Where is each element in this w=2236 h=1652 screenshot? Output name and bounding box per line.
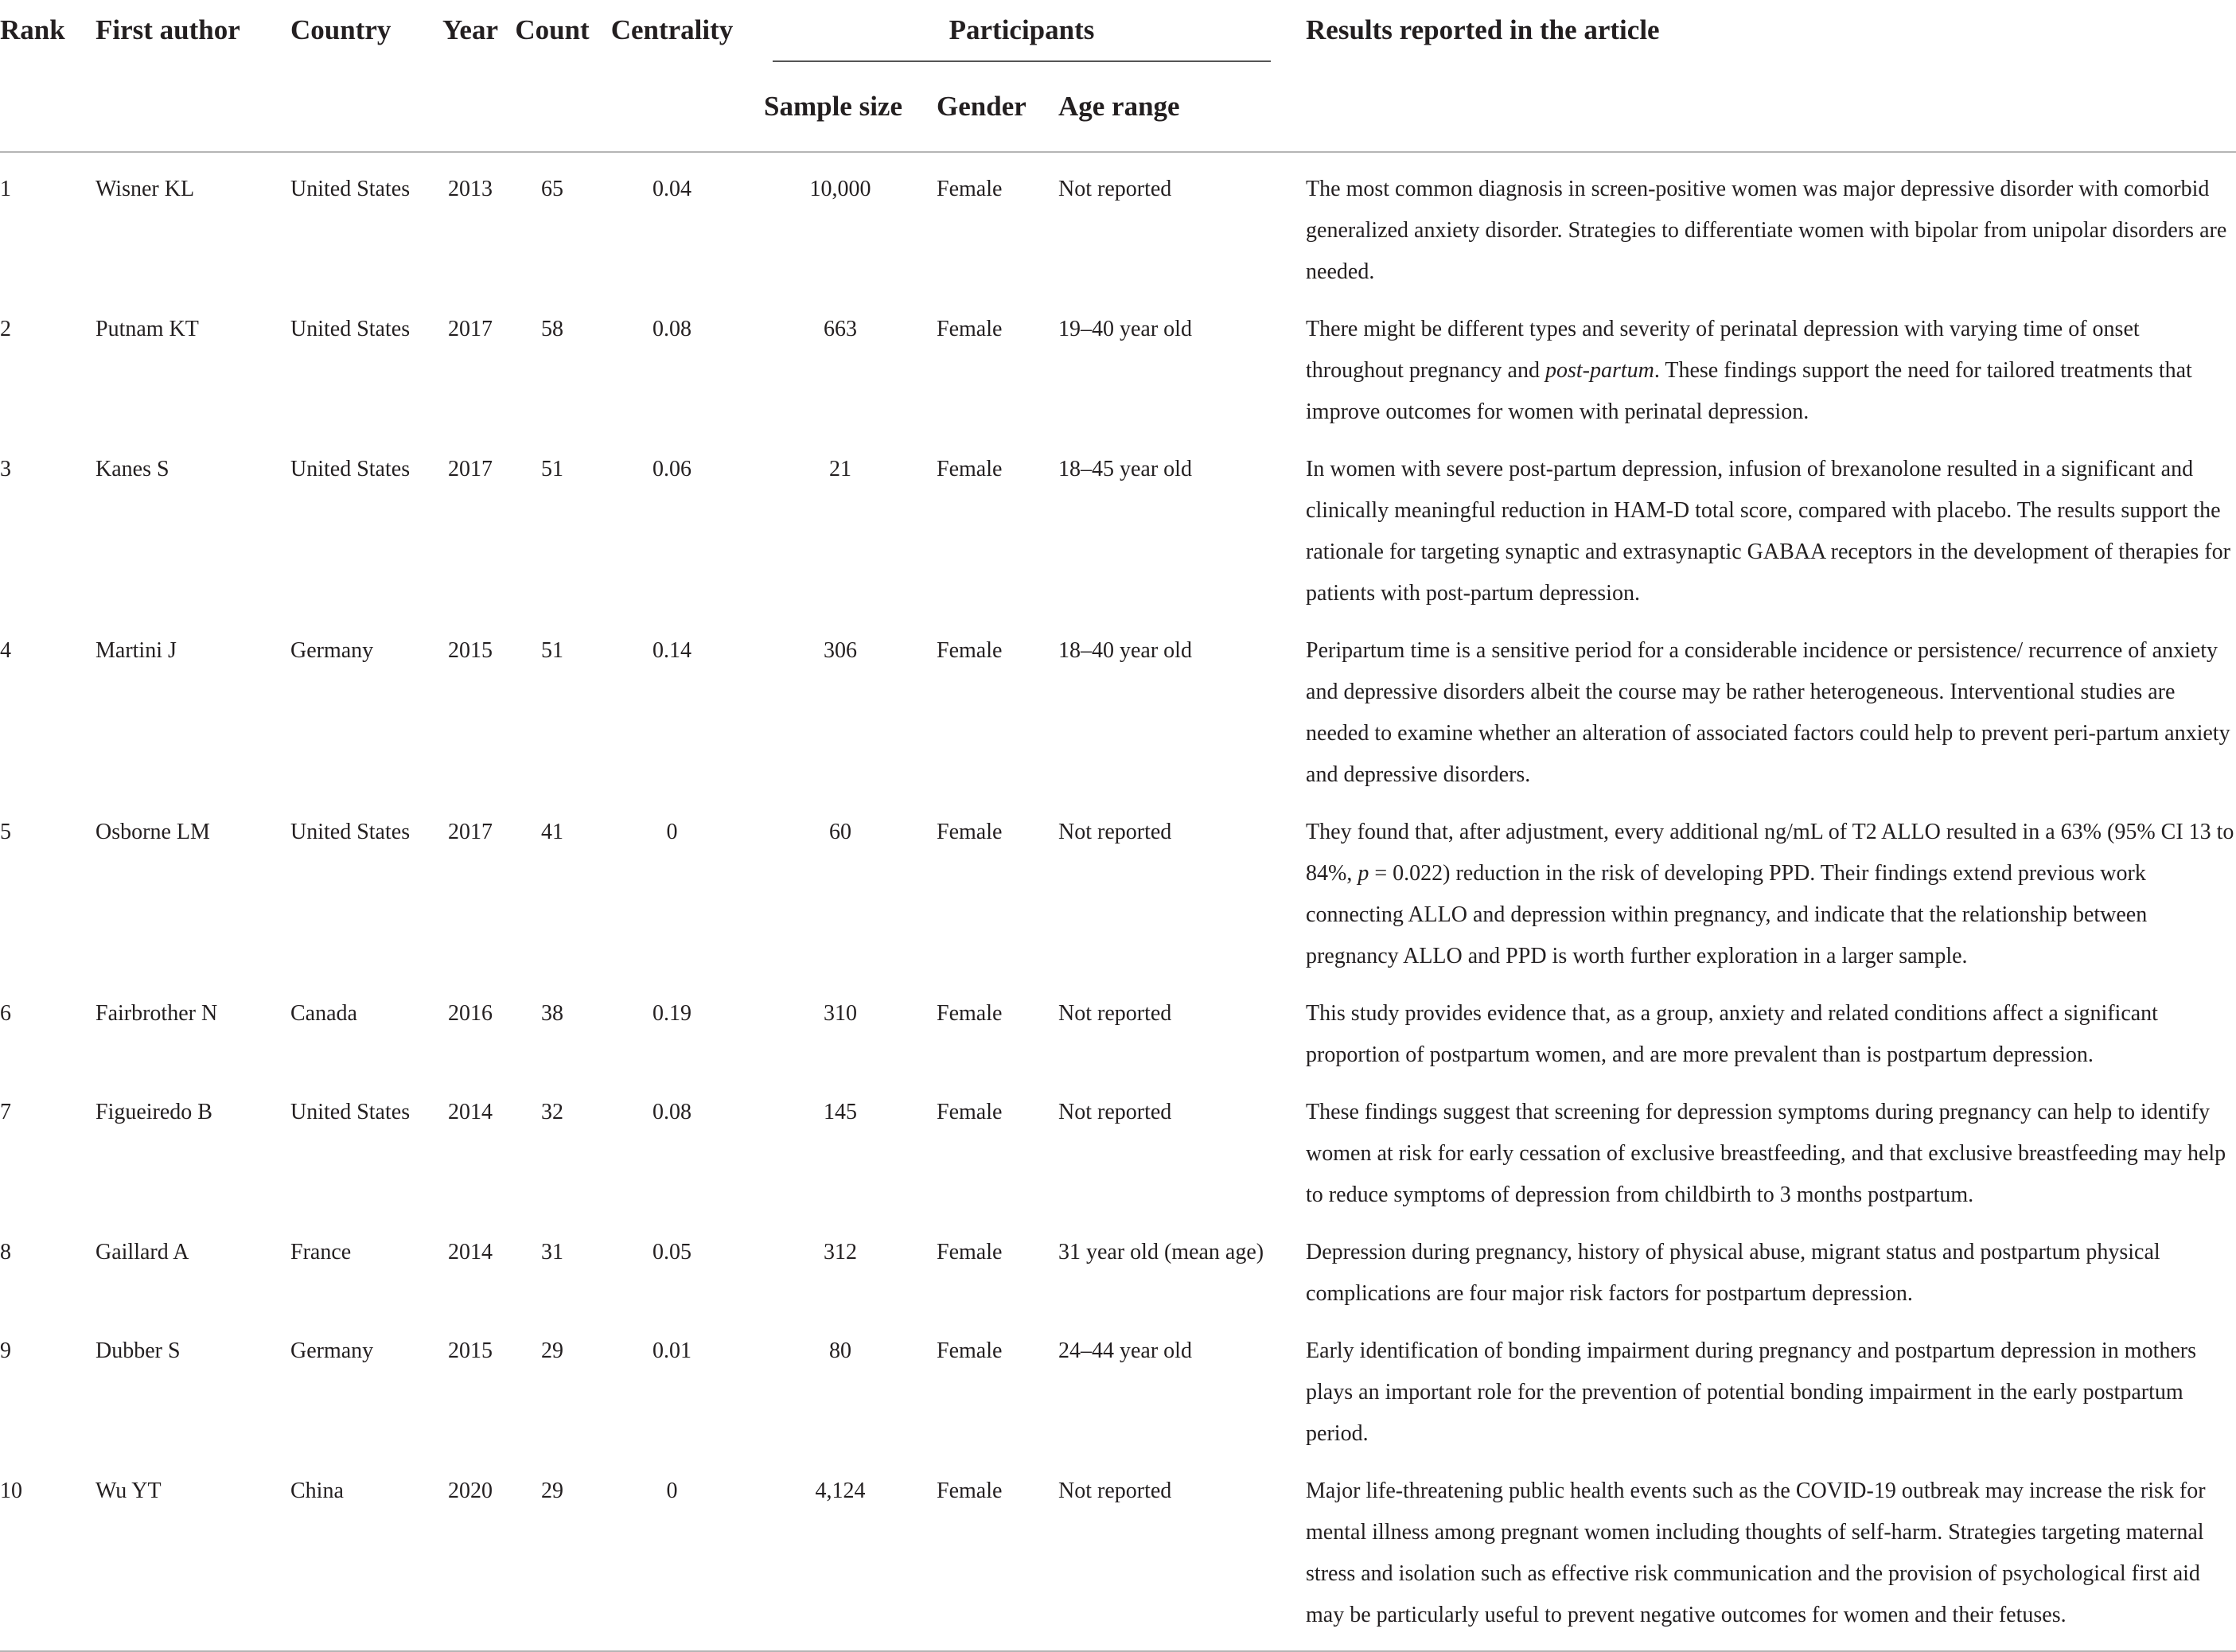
cell-country: Canada <box>290 1001 357 1026</box>
cell-year: 2014 <box>448 1100 493 1124</box>
cell-age-range: Not reported <box>1058 177 1172 201</box>
cell-results: This study provides evidence that, as a group, anxiety and related conditions affect a significant proportion of postpartum women, and are more prevalent than is postpartum depression. <box>1306 1001 2158 1067</box>
cell-sample-size: 4,124 <box>815 1479 866 1503</box>
cell-centrality: 0.08 <box>652 317 691 341</box>
cell-rank: 6 <box>0 1001 11 1026</box>
cell-centrality: 0 <box>666 820 678 844</box>
cell-sample-size: 145 <box>824 1100 857 1124</box>
header-gender: Gender <box>937 91 1026 122</box>
cell-country: France <box>290 1240 352 1264</box>
table-row <box>0 1455 2236 1651</box>
results-italic-term: post-partum <box>1545 358 1654 383</box>
table-row <box>0 1315 2236 1455</box>
cell-gender: Female <box>937 457 1003 481</box>
header-rank: Rank <box>0 14 65 45</box>
cell-results: Early identification of bonding impairment during pregnancy and postpartum depression in mothers plays an important role for the prevention of potential bonding impairment in the early postpartum period. <box>1306 1338 2196 1446</box>
cell-age-range: Not reported <box>1058 1100 1172 1124</box>
cell-rank: 5 <box>0 820 11 844</box>
cell-results: Peripartum time is a sensitive period for a considerable incidence or persistence/ recurrence of anxiety and depressive disorders albeit the course may be rather heterogeneous. Interventional studies are needed to examine whether an alteration of associated factors could help to prevent peri-partum anxiety and depressive disorders. <box>1306 638 2230 787</box>
cell-sample-size: 60 <box>829 820 851 844</box>
cell-age-range: Not reported <box>1058 820 1172 844</box>
cell-centrality: 0 <box>666 1479 678 1503</box>
header-row-primary <box>0 0 2236 78</box>
table-row <box>0 152 2236 293</box>
cell-country: United States <box>290 457 411 481</box>
cell-results: Major life-threatening public health events such as the COVID-19 outbreak may increase the risk for mental illness among pregnant women including thoughts of self-harm. Strategies targeting maternal stress and isolation such as effective risk communication and the provision of psychological first aid may be particularly useful to prevent negative outcomes for women and their fetuses. <box>1306 1479 2206 1627</box>
cell-rank: 8 <box>0 1240 11 1264</box>
cell-rank: 4 <box>0 638 11 663</box>
cell-count: 31 <box>541 1240 563 1264</box>
cell-sample-size: 306 <box>824 638 857 663</box>
table-row <box>0 796 2236 977</box>
cell-sample-size: 310 <box>824 1001 857 1026</box>
cell-centrality: 0.01 <box>652 1338 691 1363</box>
header-count: Count <box>515 14 590 45</box>
cell-rank: 2 <box>0 317 11 341</box>
cell-gender: Female <box>937 1100 1003 1124</box>
header-first-author: First author <box>95 14 240 45</box>
cell-country: United States <box>290 317 411 341</box>
cell-first-author: Martini J <box>95 638 177 663</box>
cell-gender: Female <box>937 638 1003 663</box>
cell-centrality: 0.05 <box>652 1240 691 1264</box>
cell-centrality: 0.04 <box>652 177 691 201</box>
cell-age-range: 31 year old (mean age) <box>1058 1240 1264 1264</box>
cell-first-author: Kanes S <box>95 457 169 481</box>
cell-count: 58 <box>541 317 563 341</box>
cell-first-author: Putnam KT <box>95 317 199 341</box>
cell-rank: 9 <box>0 1338 11 1363</box>
header-results: Results reported in the article <box>1306 14 1660 45</box>
table-row <box>0 433 2236 614</box>
cell-age-range: 18–45 year old <box>1058 457 1192 481</box>
header-sample-size: Sample size <box>763 91 902 122</box>
cell-gender: Female <box>937 317 1003 341</box>
cell-rank: 1 <box>0 177 11 201</box>
cell-year: 2014 <box>448 1240 493 1264</box>
cell-count: 65 <box>541 177 563 201</box>
cell-age-range: Not reported <box>1058 1001 1172 1026</box>
cell-gender: Female <box>937 1001 1003 1026</box>
cell-centrality: 0.14 <box>652 638 691 663</box>
cell-gender: Female <box>937 1240 1003 1264</box>
cell-first-author: Wu YT <box>95 1479 162 1503</box>
cell-country: United States <box>290 1100 411 1124</box>
cell-count: 32 <box>541 1100 563 1124</box>
cell-results <box>1284 796 2236 977</box>
header-year: Year <box>442 14 498 45</box>
cell-age-range: 18–40 year old <box>1058 638 1192 663</box>
table-row <box>0 977 2236 1076</box>
results-text-part: . These findings support the need for tailored treatments that improve outcomes for women with perinatal depression. <box>1306 358 2192 424</box>
cell-country: Germany <box>290 638 374 663</box>
cell-rank: 7 <box>0 1100 11 1124</box>
cell-results: The most common diagnosis in screen-positive women was major depressive disorder with comorbid generalized anxiety disorder. Strategies to differentiate women with bipolar from unipolar disorders are needed. <box>1306 177 2227 284</box>
cell-sample-size: 663 <box>824 317 857 341</box>
cell-sample-size: 10,000 <box>809 177 871 201</box>
cell-centrality: 0.06 <box>652 457 691 481</box>
results-text-part: They found that, after adjustment, every additional ng/mL of T2 ALLO resulted in a 63% (95% CI 13 to 84%, <box>1306 820 2234 886</box>
cell-results: These findings suggest that screening for depression symptoms during pregnancy can help to identify women at risk for early cessation of exclusive breastfeeding, and that exclusive breastfeeding may help to reduce symptoms of depression from childbirth to 3 months postpartum. <box>1306 1100 2226 1207</box>
table-body <box>0 152 2236 1651</box>
cell-count: 51 <box>541 457 563 481</box>
cell-results: In women with severe post-partum depression, infusion of brexanolone resulted in a significant and clinically meaningful reduction in HAM-D total score, compared with placebo. The results support the rationale for targeting synaptic and extrasynaptic GABAA receptors in the development of therapies for patients with post-partum depression. <box>1306 457 2230 606</box>
cell-rank: 10 <box>0 1479 22 1503</box>
cell-results: Depression during pregnancy, history of physical abuse, migrant status and postpartum physical complications are four major risk factors for postpartum depression. <box>1306 1240 2160 1306</box>
header-participants: Participants <box>773 14 1271 62</box>
cell-year: 2015 <box>448 638 493 663</box>
table-row <box>0 293 2236 433</box>
cell-centrality: 0.19 <box>652 1001 691 1026</box>
cell-centrality: 0.08 <box>652 1100 691 1124</box>
cell-year: 2017 <box>448 317 493 341</box>
cell-country: Germany <box>290 1338 374 1363</box>
header-country: Country <box>290 14 391 45</box>
cell-count: 29 <box>541 1338 563 1363</box>
cell-gender: Female <box>937 820 1003 844</box>
cell-year: 2017 <box>448 457 493 481</box>
cell-sample-size: 21 <box>829 457 851 481</box>
cell-gender: Female <box>937 1479 1003 1503</box>
table-header <box>0 0 2236 152</box>
cell-count: 41 <box>541 820 563 844</box>
cell-first-author: Figueiredo B <box>95 1100 212 1124</box>
cell-count: 51 <box>541 638 563 663</box>
cell-country: United States <box>290 820 411 844</box>
results-text-part: There might be different types and severity of perinatal depression with varying time of onset throughout pregnancy and <box>1306 317 2140 383</box>
cell-age-range: Not reported <box>1058 1479 1172 1503</box>
cell-first-author: Wisner KL <box>95 177 195 201</box>
cell-first-author: Dubber S <box>95 1338 181 1363</box>
cell-count: 29 <box>541 1479 563 1503</box>
cell-count: 38 <box>541 1001 563 1026</box>
results-text-part: = 0.022) reduction in the risk of developing PPD. Their findings extend previous work connecting ALLO and depression within pregnancy, and indicate that the relationship between pregnancy ALLO and PPD is worth further exploration in a larger sample. <box>1306 861 2148 968</box>
header-age-range: Age range <box>1058 91 1180 122</box>
cell-sample-size: 312 <box>824 1240 857 1264</box>
table-row <box>0 1216 2236 1315</box>
cell-sample-size: 80 <box>829 1338 851 1363</box>
cell-first-author: Gaillard A <box>95 1240 189 1264</box>
table-row <box>0 1076 2236 1216</box>
cell-year: 2013 <box>448 177 493 201</box>
cell-year: 2017 <box>448 820 493 844</box>
cell-age-range: 24–44 year old <box>1058 1338 1192 1363</box>
results-italic-term: p <box>1358 861 1369 886</box>
cell-country: United States <box>290 177 411 201</box>
header-centrality: Centrality <box>610 14 734 45</box>
cell-first-author: Fairbrother N <box>95 1001 218 1026</box>
cell-results <box>1284 293 2236 433</box>
header-participants-group <box>750 0 1284 78</box>
cell-age-range: 19–40 year old <box>1058 317 1192 341</box>
cell-first-author: Osborne LM <box>95 820 210 844</box>
cell-year: 2020 <box>448 1479 493 1503</box>
table-row <box>0 614 2236 796</box>
cell-year: 2015 <box>448 1338 493 1363</box>
cell-country: China <box>290 1479 344 1503</box>
cell-rank: 3 <box>0 457 11 481</box>
cell-gender: Female <box>937 1338 1003 1363</box>
cell-gender: Female <box>937 177 1003 201</box>
cell-year: 2016 <box>448 1001 493 1026</box>
